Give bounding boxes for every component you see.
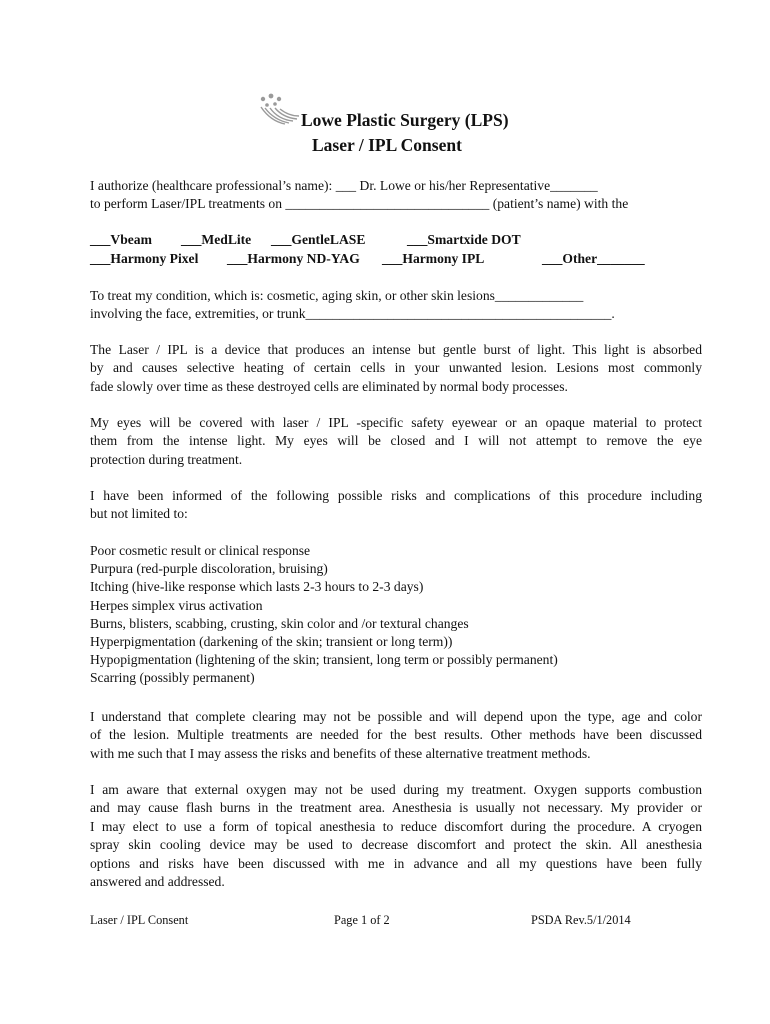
paragraph-line: protection during treatment. xyxy=(90,451,243,467)
paragraph-line: The Laser / IPL is a device that produces an intense but gentle burst of light. This light is absorbed xyxy=(90,342,702,357)
device-option-other: ___Other_______ xyxy=(542,251,645,266)
device-option-medlite: ___MedLite xyxy=(181,232,252,247)
page-title: Lowe Plastic Surgery (LPS) xyxy=(301,110,509,130)
page-subtitle: Laser / IPL Consent xyxy=(312,135,462,155)
paragraph-line: My eyes will be covered with laser / IPL -specific safety eyewear or an opaque material to protect xyxy=(90,415,702,430)
footer-page-number: Page 1 of 2 xyxy=(334,913,390,927)
list-item: Burns, blisters, scabbing, crusting, skin color and /or textural changes xyxy=(90,615,469,631)
paragraph-device-description xyxy=(90,341,702,396)
paragraph-risks-intro xyxy=(90,487,702,524)
authorize-line-2: to perform Laser/IPL treatments on ______________________________ (patient’s name) with the xyxy=(90,196,629,211)
list-item: Purpura (red-purple discoloration, bruising) xyxy=(90,561,328,577)
paragraph-line: spray skin cooling device may be used to decrease discomfort and protect the skin. All anesthesia xyxy=(90,837,702,853)
risks-list xyxy=(90,542,702,688)
lps-logo-icon xyxy=(255,90,301,128)
paragraph-line: by and causes selective heating of certain cells in your unwanted lesion. Lesions most commonly xyxy=(90,360,702,376)
device-option-gentlelase: ___GentleLASE xyxy=(271,232,366,247)
paragraph-line: fade slowly over time as these destroyed cells are eliminated by normal body processes. xyxy=(90,378,568,394)
paragraph-line: I have been informed of the following possible risks and complications of this procedure including xyxy=(90,488,702,503)
paragraph-line: them from the intense light. My eyes will be closed and I will not attempt to remove the eye xyxy=(90,433,702,449)
list-item: Itching (hive-like response which lasts 2-3 hours to 2-3 days) xyxy=(90,579,424,595)
condition-line-2: involving the face, extremities, or trunk_____________________________________________. xyxy=(90,306,615,321)
authorize-line-1: I authorize (healthcare professional’s name): ___ Dr. Lowe or his/her Representative_______ xyxy=(90,178,598,193)
paragraph-line: but not limited to: xyxy=(90,506,188,522)
condition-line-1: To treat my condition, which is: cosmetic, aging skin, or other skin lesions_____________ xyxy=(90,288,584,303)
list-item: Hyperpigmentation (darkening of the skin; transient or long term)) xyxy=(90,634,453,650)
device-option-harmony-ipl: ___Harmony IPL xyxy=(382,251,485,266)
paragraph-eye-protection xyxy=(90,414,702,469)
paragraph-line: options and risks have been discussed with me in advance and all my questions have been fully xyxy=(90,855,702,871)
paragraph-line: I am aware that external oxygen may not be used during my treatment. Oxygen supports combustion xyxy=(90,782,702,797)
paragraph-line: and may cause flash burns in the treatment area. Anesthesia is usually not necessary. My provider or xyxy=(90,800,702,816)
paragraph-line: answered and addressed. xyxy=(90,874,225,890)
device-option-harmony-pixel: ___Harmony Pixel xyxy=(90,251,199,266)
paragraph-line: with me such that I may assess the risks and benefits of these alternative treatment methods. xyxy=(90,745,591,761)
footer-revision: PSDA Rev.5/1/2014 xyxy=(531,913,631,927)
paragraph-clearing xyxy=(90,708,702,763)
paragraph-oxygen-anesthesia xyxy=(90,781,702,891)
footer-document-name: Laser / IPL Consent xyxy=(90,913,189,927)
list-item: Herpes simplex virus activation xyxy=(90,597,263,613)
paragraph-line: of the lesion. Multiple treatments are needed for the best results. Other methods have been discussed xyxy=(90,727,702,743)
paragraph-line: I may elect to use a form of topical anesthesia to reduce discomfort during the procedure. A cryogen xyxy=(90,818,702,834)
device-option-harmony-nd-yag: ___Harmony ND-YAG xyxy=(227,251,360,266)
list-item: Hypopigmentation (lightening of the skin; transient, long term or possibly permanent) xyxy=(90,652,558,668)
device-option-smartxide-dot: ___Smartxide DOT xyxy=(407,232,521,247)
paragraph-line: I understand that complete clearing may not be possible and will depend upon the type, age and color xyxy=(90,709,702,724)
list-item: Poor cosmetic result or clinical response xyxy=(90,543,311,558)
device-option-vbeam: ___Vbeam xyxy=(90,232,152,247)
list-item: Scarring (possibly permanent) xyxy=(90,670,255,686)
